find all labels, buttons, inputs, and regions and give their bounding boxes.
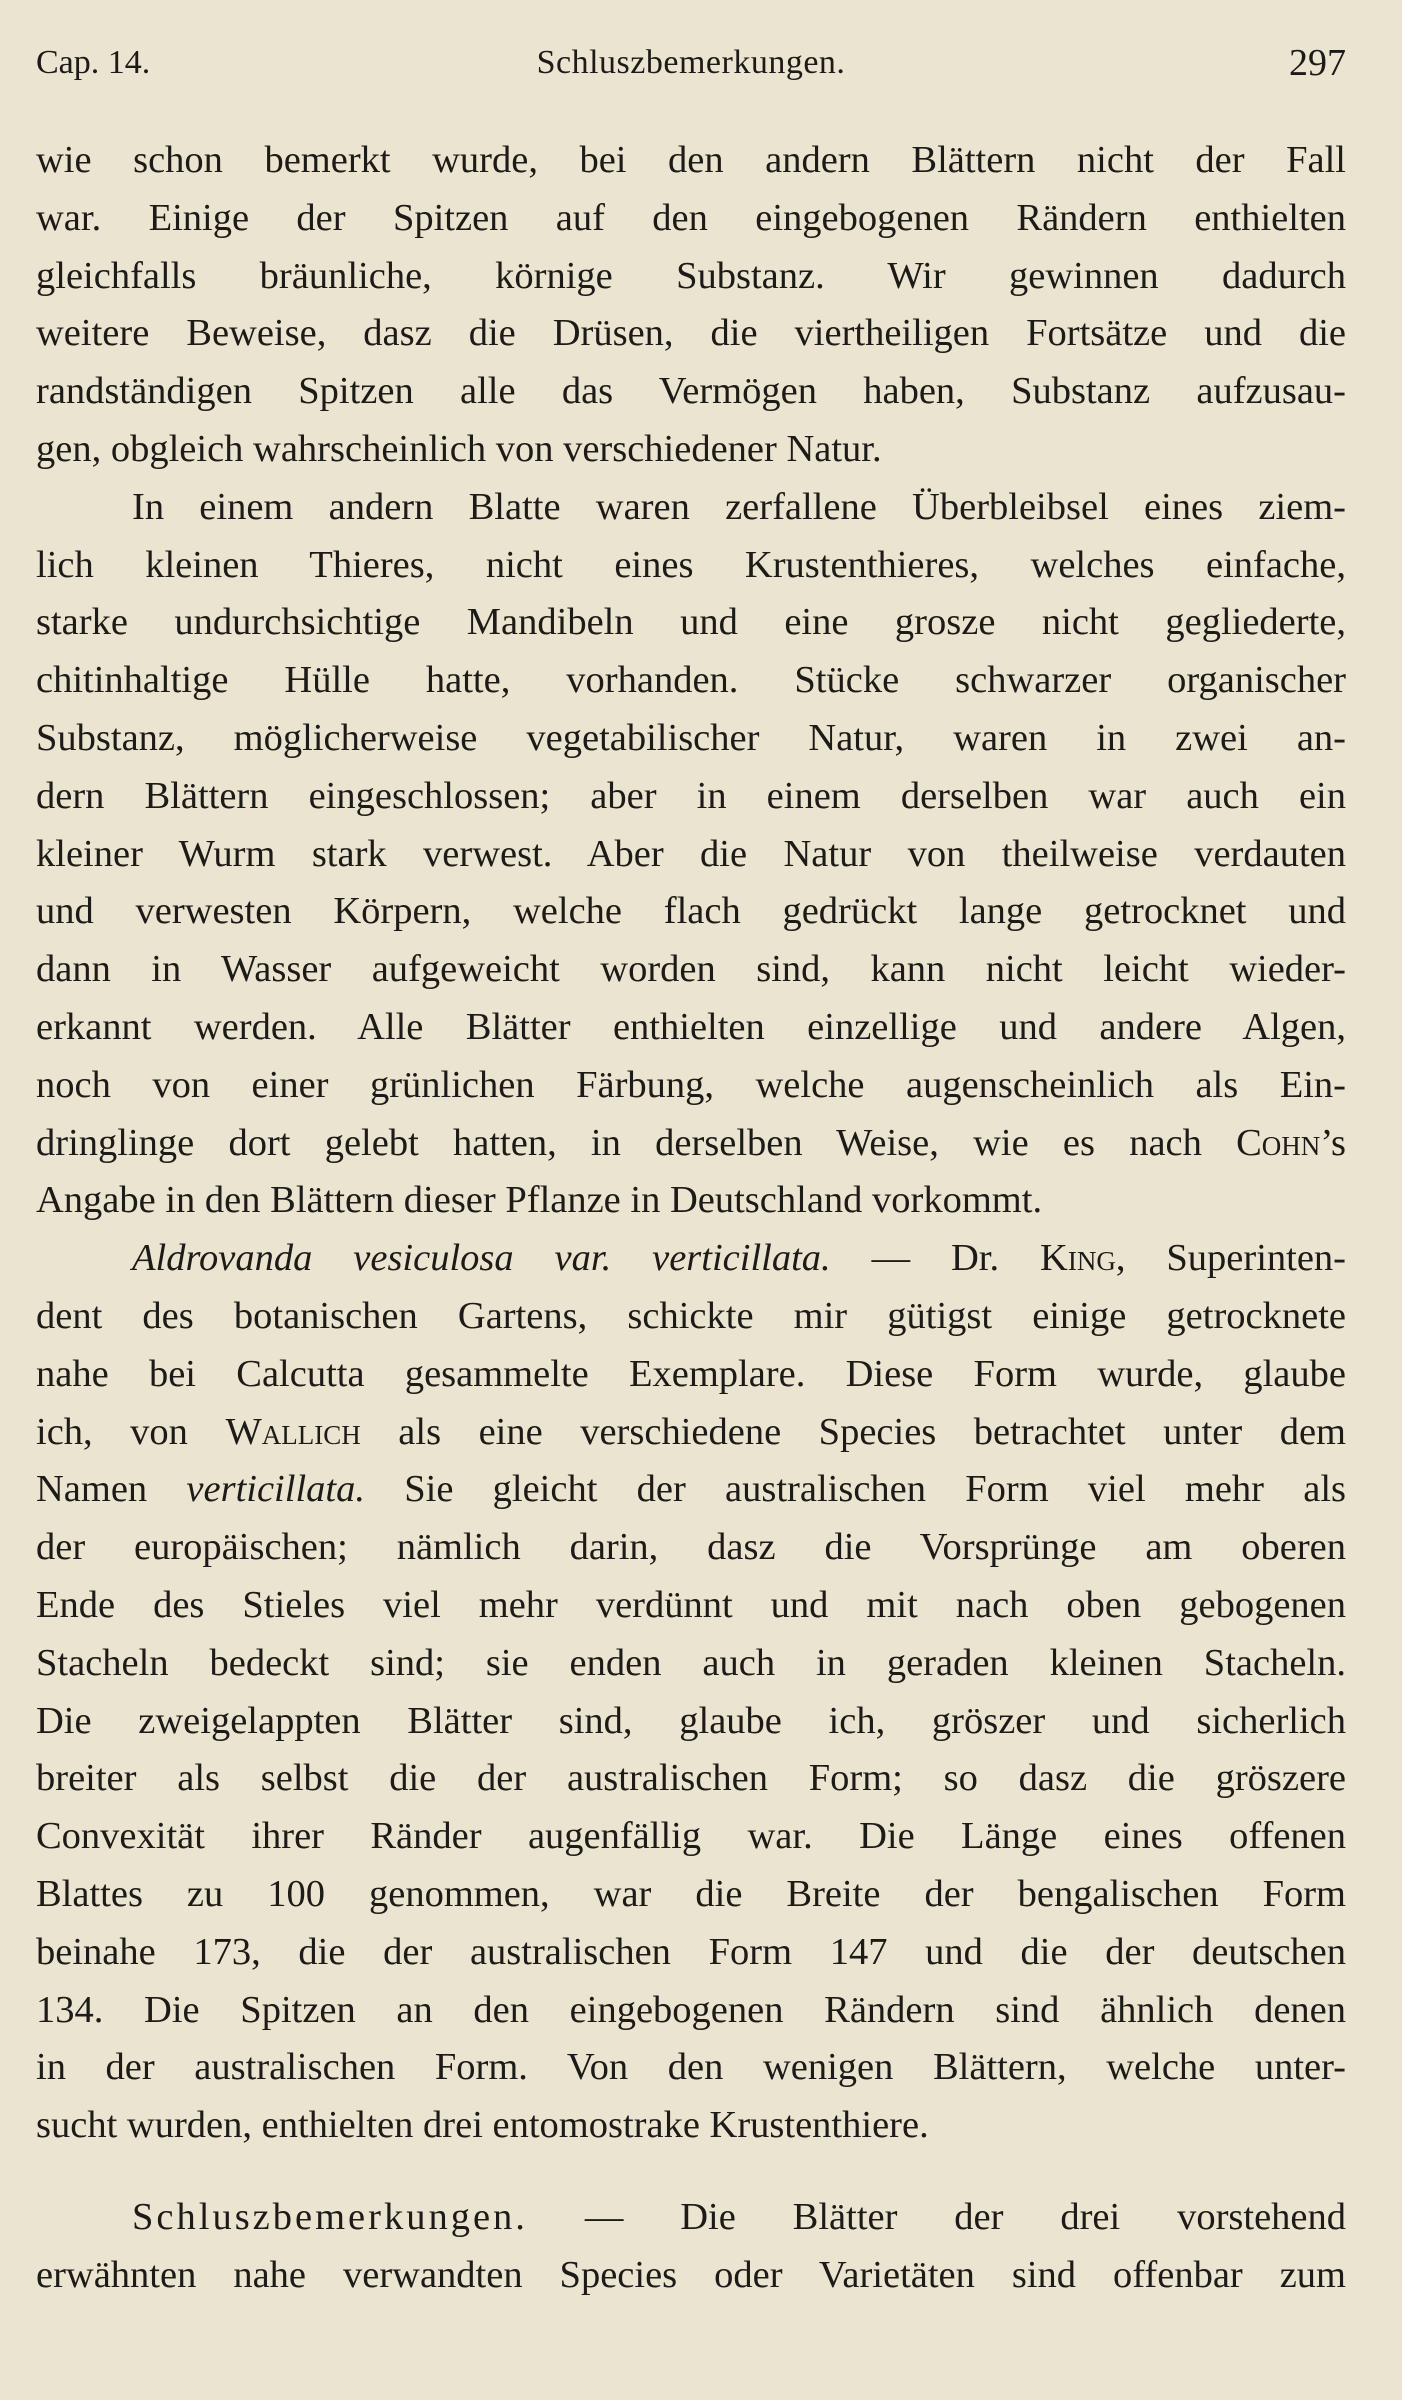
running-head	[36, 38, 1346, 88]
paragraph-1	[36, 132, 1346, 479]
chapter-label: Cap. 14.	[36, 44, 151, 81]
text-line: randständigen Spitzen alle das Vermögen haben, Substanz aufzusau-	[36, 370, 1346, 413]
text-line: und verwesten Körpern, welche flach gedrückt lange getrocknet und	[36, 890, 1346, 933]
text-line: der europäischen; nämlich darin, dasz die Vorsprünge am oberen	[36, 1526, 1346, 1569]
text-line: Die zweigelappten Blätter sind, glaube ich, gröszer und sicherlich	[36, 1699, 1346, 1742]
text-line: starke undurchsichtige Mandibeln und eine grosze nicht gegliederte,	[36, 601, 1346, 644]
line-text: Namen	[36, 1468, 187, 1511]
text-line: In einem andern Blatte waren zerfallene Überbleibsel eines ziem-	[132, 485, 1346, 528]
text-line: dent des botanischen Gartens, schickte mir gütigst einige getrocknete	[36, 1294, 1346, 1337]
text-line	[36, 2189, 1346, 2247]
text-line: erwähnten nahe verwandten Species oder Varietäten sind offenbar zum	[36, 2253, 1346, 2296]
line-text: als eine verschiedene Species betrachtet unter dem	[360, 1410, 1346, 1453]
text-line	[36, 1115, 1346, 1173]
running-title: Schluszbemerkungen.	[536, 44, 846, 81]
paragraph-4	[36, 2189, 1346, 2305]
section-gap	[36, 2155, 1346, 2189]
text-line: breiter als selbst die der australischen Form; so dasz die gröszere	[36, 1757, 1346, 1800]
line-text: — Die Blätter der drei vorstehend	[527, 2195, 1346, 2238]
species-name: Aldrovanda vesiculosa var. verticillata.	[132, 1237, 831, 1280]
page-body	[36, 132, 1346, 2304]
text-line: beinahe 173, die der australischen Form 147 und die der deutschen	[36, 1930, 1346, 1973]
text-line: sucht wurden, enthielten drei entomostrake Krustenthiere.	[36, 2104, 929, 2147]
text-line: dann in Wasser aufgeweicht worden sind, kann nicht leicht wieder-	[36, 948, 1346, 991]
page-number: 297	[1289, 42, 1346, 84]
text-line: nahe bei Calcutta gesammelte Exemplare. Diese Form wurde, glaube	[36, 1352, 1346, 1395]
possessive-suffix: ’s	[1320, 1121, 1346, 1164]
text-line: Stacheln bedeckt sind; sie enden auch in geraden kleinen Stacheln.	[36, 1641, 1346, 1684]
section-heading: Schluszbemerkungen.	[132, 2195, 528, 2238]
line-text: Sie gleicht der australischen Form viel mehr als	[364, 1468, 1346, 1511]
line-text: ich, von	[36, 1410, 226, 1453]
text-line	[36, 1461, 1346, 1519]
text-line: gleichfalls bräunliche, körnige Substanz. Wir gewinnen dadurch	[36, 254, 1346, 297]
text-line: gen, obgleich wahrscheinlich von verschiedener Natur.	[36, 427, 882, 470]
text-line: Ende des Stieles viel mehr verdünnt und mit nach oben gebogenen	[36, 1583, 1346, 1626]
text-line	[36, 1230, 1346, 1288]
text-line: in der australischen Form. Von den wenigen Blättern, welche unter-	[36, 2046, 1346, 2089]
species-epithet: verticillata.	[186, 1468, 365, 1511]
text-line: 134. Die Spitzen an den eingebogenen Rändern sind ähnlich denen	[36, 1988, 1346, 2031]
text-line: dern Blättern eingeschlossen; aber in einem derselben war auch ein	[36, 774, 1346, 817]
text-line: Blattes zu 100 genommen, war die Breite der bengalischen Form	[36, 1872, 1346, 1915]
line-text: , Superinten-	[1115, 1237, 1347, 1280]
author-name-cohn: Cohn	[1236, 1121, 1321, 1164]
author-name-king: King	[1040, 1237, 1116, 1280]
text-line: war. Einige der Spitzen auf den eingebogenen Rändern enthielten	[36, 196, 1346, 239]
text-line: wie schon bemerkt wurde, bei den andern Blättern nicht der Fall	[36, 139, 1346, 181]
paragraph-2	[36, 479, 1346, 1230]
paragraph-3	[36, 1230, 1346, 2155]
text-line: Angabe in den Blättern dieser Pflanze in Deutschland vorkommt.	[36, 1179, 1043, 1222]
line-text: dringlinge dort gelebt hatten, in derselben Weise, wie es nach	[36, 1121, 1202, 1164]
text-line: erkannt werden. Alle Blätter enthielten einzellige und andere Algen,	[36, 1005, 1346, 1048]
author-name-wallich: Wallich	[225, 1410, 361, 1453]
text-line: Substanz, möglicherweise vegetabilischer Natur, waren in zwei an-	[36, 716, 1346, 759]
text-line	[36, 1404, 1346, 1462]
text-line: weitere Beweise, dasz die Drüsen, die viertheiligen Fortsätze und die	[36, 312, 1346, 355]
text-line: lich kleinen Thieres, nicht eines Krustenthieres, welches einfache,	[36, 543, 1346, 586]
text-line: kleiner Wurm stark verwest. Aber die Natur von theilweise verdauten	[36, 832, 1346, 875]
text-line: noch von einer grünlichen Färbung, welche augenscheinlich als Ein-	[36, 1063, 1346, 1106]
line-text: — Dr.	[830, 1237, 1041, 1280]
text-line: chitinhaltige Hülle hatte, vorhanden. Stücke schwarzer organischer	[36, 659, 1346, 702]
text-line: Convexität ihrer Ränder augenfällig war. Die Länge eines offenen	[36, 1815, 1346, 1858]
